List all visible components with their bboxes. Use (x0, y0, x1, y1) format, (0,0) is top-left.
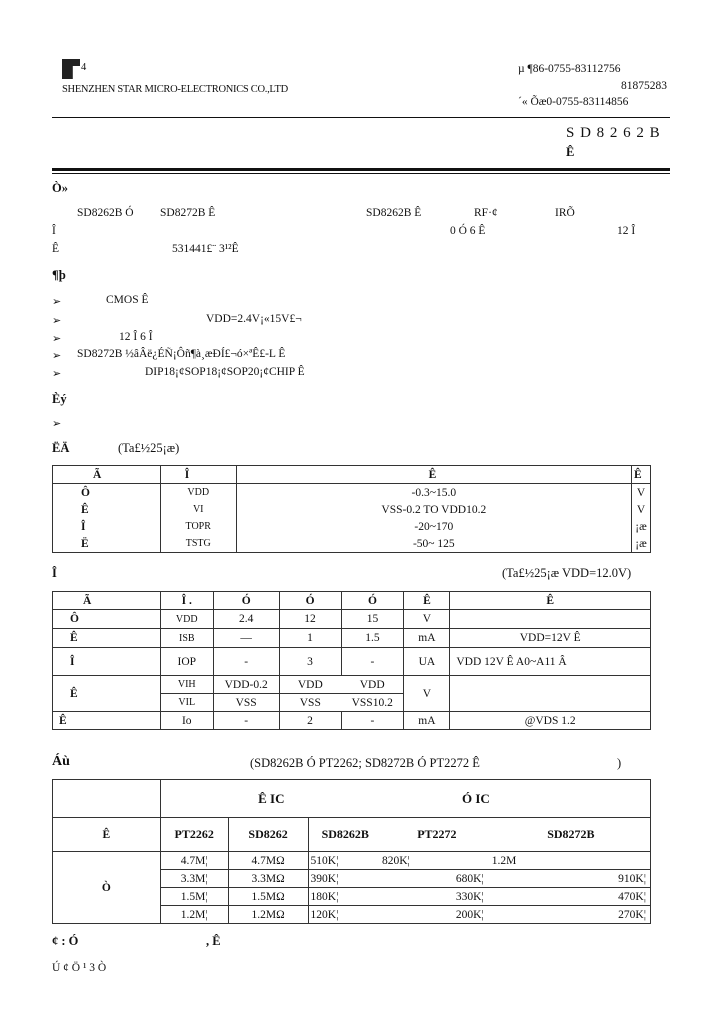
logo-glyph: 4 (81, 62, 87, 73)
header-cell: Ã (53, 466, 161, 484)
feature-item: VDD=2.4V¡«15V£¬ (206, 313, 302, 325)
page-footer: Ú ¢ Ö ¹ 3 Ò (52, 962, 107, 974)
param-unit: V (632, 484, 651, 502)
header-cell: Ó (279, 592, 341, 610)
param-value: -20~170 (236, 518, 631, 535)
compat-cell: 3.3MΩ (228, 870, 308, 888)
param-min: 2.4 (213, 610, 279, 629)
param-unit: ¡æ (632, 535, 651, 553)
compat-cell: 820K¦ (382, 852, 492, 870)
phone-line-1: µ ¶86-0755-83112756 (518, 63, 621, 75)
thick-divider (52, 168, 670, 171)
compat-cell: 1.2MΩ (228, 906, 308, 924)
param-typ: 3 (279, 648, 341, 676)
param-typ: 12 (279, 610, 341, 629)
table-row (53, 535, 651, 553)
compat-table (52, 779, 651, 924)
desc-text-1e: IRÕ (555, 207, 575, 219)
table-row (53, 676, 651, 694)
param-max: VDD (341, 676, 404, 694)
thin-divider (52, 173, 670, 174)
compat-cell: 1.2M (492, 852, 651, 870)
section-5-heading: Î (52, 566, 57, 580)
header-cell: Ê (450, 592, 651, 610)
compat-cell: 330K¦ (382, 888, 492, 906)
param-typ: VSS (279, 694, 341, 712)
part-subtitle: Ê (566, 145, 575, 159)
compat-cell: 1.2M¦ (160, 906, 228, 924)
compat-cell: 1.5MΩ (228, 888, 308, 906)
col-header: SD8262B (308, 818, 382, 852)
param-unit: mA (404, 712, 450, 730)
param-min: - (213, 712, 279, 730)
table-header-row (53, 592, 651, 610)
desc-text-3a: Ê (52, 243, 60, 255)
group-header-encoder: Ê IC (160, 780, 382, 818)
abs-max-table (52, 465, 651, 553)
table-row (53, 501, 651, 518)
param-symbol: ISB (160, 629, 213, 648)
company-logo-icon (62, 59, 80, 79)
compat-cell: 910K¦ (492, 870, 651, 888)
section-3-heading: Èý (52, 392, 67, 406)
table-row (53, 712, 651, 730)
header-cell: Ê (404, 592, 450, 610)
param-name: Ê (53, 712, 161, 730)
note-text-b: , Ê (206, 934, 221, 948)
table-header-row (53, 466, 651, 484)
compat-cell: 120K¦ (308, 906, 382, 924)
param-condition (450, 676, 651, 712)
row-label: Ê (53, 818, 161, 852)
header-cell: Ó (213, 592, 279, 610)
param-name: Ê (53, 501, 161, 518)
param-value: -50~ 125 (236, 535, 631, 553)
param-symbol: TSTG (160, 535, 236, 553)
col-header: PT2272 (382, 818, 492, 852)
table-row (53, 484, 651, 502)
header-cell: Î (160, 466, 236, 484)
desc-text-3b: 531441£¨ 3¹²Ê (172, 243, 239, 255)
table-row (53, 518, 651, 535)
param-symbol: IOP (160, 648, 213, 676)
compat-cell: 200K¦ (382, 906, 492, 924)
param-name: Ô (53, 610, 161, 629)
param-max: VSS10.2 (341, 694, 404, 712)
desc-text-2a: Î (52, 225, 56, 237)
param-name: Ë (53, 535, 161, 553)
compat-cell: 510K¦ (308, 852, 382, 870)
desc-text-1a: SD8262B Ó (77, 207, 134, 219)
param-symbol: VIL (160, 694, 213, 712)
section-5-condition: (Ta£½25¡æ VDD=12.0V) (502, 566, 632, 580)
feature-item: CMOS Ê (106, 294, 149, 306)
param-name: Î (53, 648, 161, 676)
param-condition: VDD=12V Ê (450, 629, 651, 648)
feature-bullet-icon: ➢ (52, 349, 62, 362)
desc-text-1b: SD8272B Ê (160, 207, 216, 219)
param-unit: mA (404, 629, 450, 648)
table-row (53, 648, 651, 676)
param-max: 1.5 (341, 629, 404, 648)
header-cell: Ã (53, 592, 161, 610)
param-condition (450, 610, 651, 629)
header-cell: Ê (632, 466, 651, 484)
header-divider (52, 117, 670, 118)
section-4-condition: (Ta£½25¡æ) (118, 441, 180, 455)
param-unit: V (632, 501, 651, 518)
phone-line-2: 81875283 (621, 80, 667, 92)
group-header-decoder: Ó IC (382, 780, 651, 818)
compat-cell: 4.7M¦ (160, 852, 228, 870)
param-value: -0.3~15.0 (236, 484, 631, 502)
desc-text-1d: RF·¢ (474, 207, 498, 219)
compat-cell: 270K¦ (492, 906, 651, 924)
header-cell: Ê (236, 466, 631, 484)
feature-item: SD8272B ½âÂë¿ÉÑ¡Ôñ¶à¸æÐÍ£¬ó×ªÊ£-L Ê (77, 348, 286, 360)
param-min: VDD-0.2 (213, 676, 279, 694)
compat-cell: 3.3M¦ (160, 870, 228, 888)
section-4-heading: ËÄ (52, 441, 70, 455)
param-unit: V (404, 676, 450, 712)
feature-bullet-icon: ➢ (52, 295, 62, 308)
param-min: VSS (213, 694, 279, 712)
param-symbol: VI (160, 501, 236, 518)
application-bullet-icon: ➢ (52, 417, 62, 430)
section-2-heading: ¶þ (52, 268, 66, 282)
param-name: Ê (53, 629, 161, 648)
param-symbol: TOPR (160, 518, 236, 535)
param-unit: ¡æ (632, 518, 651, 535)
col-header: PT2262 (160, 818, 228, 852)
compat-cell: 180K¦ (308, 888, 382, 906)
note-text-a: ¢ : Ó (52, 934, 79, 948)
desc-text-2b: 0 Ó 6 Ê (450, 225, 486, 237)
param-name: Î (53, 518, 161, 535)
param-max: 15 (341, 610, 404, 629)
param-symbol: VDD (160, 484, 236, 502)
header-cell: Î . (160, 592, 213, 610)
param-max: - (341, 712, 404, 730)
fax-line: ´« Õæ0-0755-83114856 (518, 96, 629, 108)
compat-cell: 1.5M¦ (160, 888, 228, 906)
param-typ: VDD (279, 676, 341, 694)
feature-item: 12 Î 6 Î (119, 331, 153, 343)
company-name: SHENZHEN STAR MICRO-ELECTRONICS CO.,LTD (62, 84, 288, 95)
param-min: - (213, 648, 279, 676)
feature-item: DIP18¡¢SOP18¡¢SOP20¡¢CHIP Ê (145, 366, 305, 378)
param-symbol: Io (160, 712, 213, 730)
compat-cell: 4.7MΩ (228, 852, 308, 870)
param-typ: 2 (279, 712, 341, 730)
param-name: Ê (53, 676, 161, 712)
compat-cell: 680K¦ (382, 870, 492, 888)
param-condition: @VDS 1.2 (450, 712, 651, 730)
section-6-subtitle: (SD8262B Ó PT2262; SD8272B Ó PT2272 Ê (250, 756, 480, 770)
part-number: S D 8 2 6 2 B (566, 125, 661, 141)
param-symbol: VDD (160, 610, 213, 629)
electrical-table (52, 591, 651, 730)
compat-cell: 390K¦ (308, 870, 382, 888)
header-cell (53, 780, 161, 818)
param-unit: V (404, 610, 450, 629)
param-symbol: VIH (160, 676, 213, 694)
col-header: SD8272B (492, 818, 651, 852)
table-row (53, 629, 651, 648)
param-unit: UA (404, 648, 450, 676)
col-header: SD8262 (228, 818, 308, 852)
section-6-close: ) (617, 756, 622, 770)
section-1-heading: Ò» (52, 181, 68, 195)
param-max: - (341, 648, 404, 676)
param-name: Ô (53, 484, 161, 502)
feature-bullet-icon: ➢ (52, 367, 62, 380)
param-value: VSS-0.2 TO VDD10.2 (236, 501, 631, 518)
side-label: Ò (53, 852, 161, 924)
desc-text-2c: 12 Î (617, 225, 636, 237)
feature-bullet-icon: ➢ (52, 314, 62, 327)
feature-bullet-icon: ➢ (52, 332, 62, 345)
compat-cell: 470K¦ (492, 888, 651, 906)
desc-text-1c: SD8262B Ê (366, 207, 422, 219)
section-6-heading: Áù (52, 754, 70, 769)
param-min: — (213, 629, 279, 648)
table-row (53, 852, 651, 870)
header-cell: Ó (341, 592, 404, 610)
table-row (53, 610, 651, 629)
table-header-row (53, 780, 651, 818)
param-typ: 1 (279, 629, 341, 648)
param-condition: VDD 12V Ê A0~A11 Â (450, 648, 651, 676)
table-header-row (53, 818, 651, 852)
